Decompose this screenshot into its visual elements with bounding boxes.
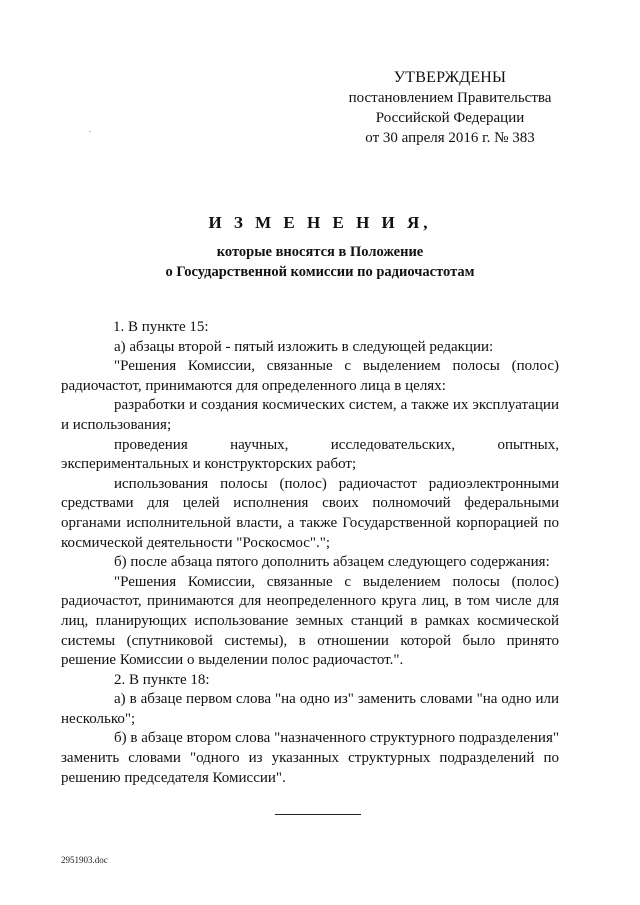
closing-separator-line: [275, 814, 361, 815]
paragraph-development: разработки и создания космических систем, а также их эксплуатации и использования;: [61, 397, 559, 433]
subtitle-line-1: которые вносятся в Положение: [216, 244, 424, 260]
paragraph-subitem-1b: б) после абзаца пятого дополнить абзацем следующего содержания:: [114, 554, 550, 571]
approval-block: [330, 68, 570, 148]
paragraph-usage: использования полосы (полос) радиочастот радиоэлектронными средствами для целей исполнения своих полномочий федеральными органами исполнительной власти, а также Государственной корпорацией по космической деятельности "Роскосмос".";: [61, 475, 559, 551]
approval-line-2: Российской Федерации: [375, 110, 525, 126]
subtitle-line-2: о Государственной комиссии по радиочастотам: [165, 264, 475, 280]
scan-speck: [89, 131, 91, 132]
paragraph-subitem-1a: а) абзацы второй - пятый изложить в следующей редакции:: [114, 338, 494, 355]
approval-line-1: постановлением Правительства: [348, 90, 552, 106]
paragraph-research: проведения научных, исследовательских, опытных, экспериментальных и конструкторских работ;: [61, 436, 559, 473]
document-subtitle: [60, 242, 580, 282]
paragraph-subitem-2a: а) в абзаце первом слова "на одно из" заменить словами "на одно или несколько";: [61, 691, 559, 727]
approval-line-3: от 30 апреля 2016 г. № 383: [365, 130, 535, 146]
document-footer-id: 2951903.doc: [61, 855, 108, 865]
document-body: [61, 318, 559, 788]
approval-stamp: УТВЕРЖДЕНЫ: [393, 69, 507, 86]
paragraph-subitem-2b: б) в абзаце втором слова "назначенного структурного подразделения" заменить словами "одного из указанных структурных подразделений по решению председателя Комиссии".: [61, 730, 559, 786]
paragraph-quote-2: "Решения Комиссии, связанные с выделением полосы (полос) радиочастот, принимаются для неопределенного круга лиц, в том числе для лиц, планирующих использование земных станций в рамках космической системы (спутниковой системы), в отношении которой было принято решение Комиссии о выделении полос радиочастот.".: [61, 573, 559, 669]
heading-block: [60, 212, 580, 282]
paragraph-item-1: 1. В пункте 15:: [113, 319, 209, 335]
document-title: И З М Е Н Е Н И Я,: [208, 213, 432, 232]
paragraph-quote-1: "Решения Комиссии, связанные с выделением полосы (полос) радиочастот, принимаются для определенного лица в целях:: [61, 358, 559, 394]
paragraph-item-2: 2. В пункте 18:: [114, 671, 210, 688]
